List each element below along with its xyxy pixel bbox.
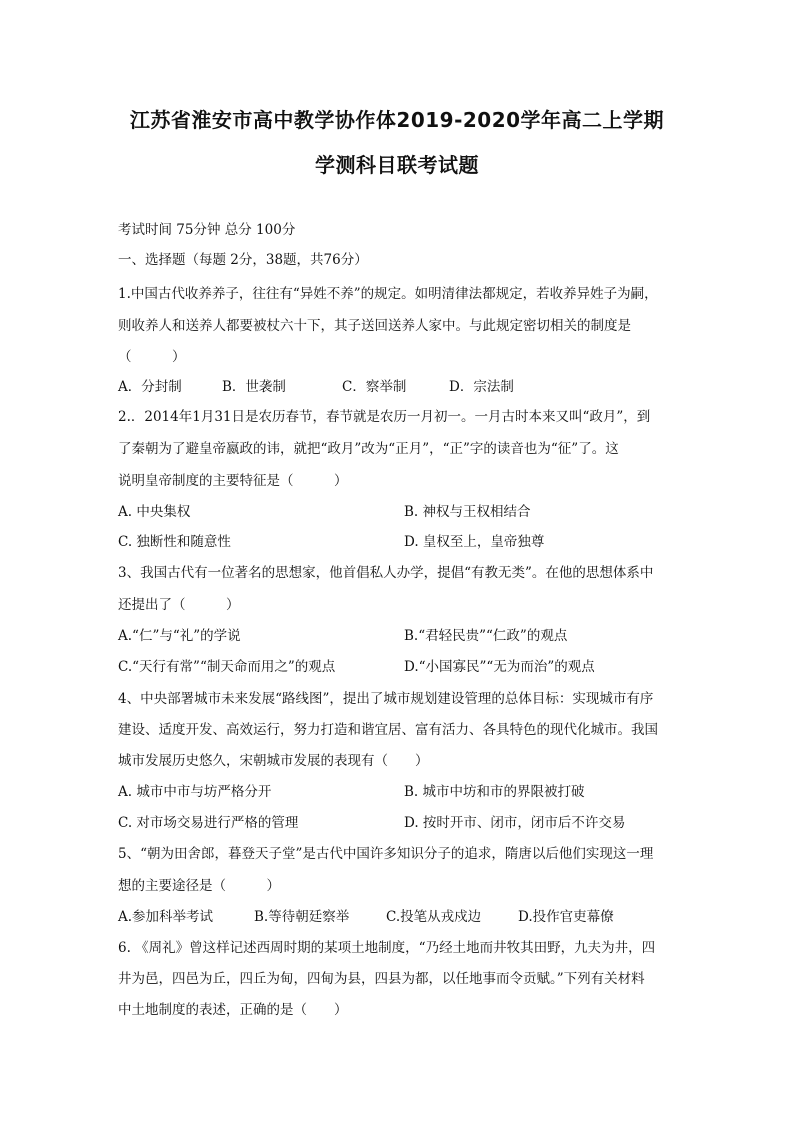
question-2-option-d: D. 皇权至上，皇帝独尊 xyxy=(404,534,545,550)
question-2-option-b: B. 神权与王权相结合 xyxy=(404,504,531,520)
question-3-option-c: C.“天行有常”“制天命而用之”的观点 xyxy=(118,659,336,675)
question-1-line-2: 则收养人和送养人都要被杖六十下，其子送回送养人家中。与此规定密切相关的制度是 xyxy=(118,318,631,334)
section-heading: 一、选择题（每题 2分，38题，共76分） xyxy=(118,252,368,268)
question-5-line-1: 5、“朝为田舍郎，暮登天子堂”是古代中国许多知识分子的追求，隋唐以后他们实现这一理 xyxy=(118,846,654,862)
question-4-line-2: 建设、适度开发、高效运行，努力打造和谐宜居、富有活力、各具特色的现代化城市。我国 xyxy=(118,722,658,738)
question-4-line-1: 4、中央部署城市未来发展“路线图”，提出了城市规划建设管理的总体目标：实现城市有序 xyxy=(118,691,654,707)
question-4-option-b: B. 城市中坊和市的界限被打破 xyxy=(404,784,585,800)
question-1-option-d: D．宗法制 xyxy=(449,379,514,395)
question-6-line-1: 6. 《周礼》曾这样记述西周时期的某项土地制度，“乃经土地而井牧其田野，九夫为井，四 xyxy=(118,940,656,956)
question-2-option-a: A. 中央集权 xyxy=(118,504,191,520)
question-1-option-b: B．世袭制 xyxy=(222,379,286,395)
question-1-option-a: A．分封制 xyxy=(118,379,182,395)
question-6-line-3: 中土地制度的表述，正确的是（ ） xyxy=(118,1002,348,1018)
question-3-option-d: D.“小国寡民”“无为而治”的观点 xyxy=(404,659,595,675)
exam-title-line-1: 江苏省淮安市高中教学协作体2019-2020学年高二上学期 xyxy=(129,108,665,132)
question-5-option-d: D.投作官吏幕僚 xyxy=(518,909,614,925)
question-3-line-2: 还提出了（ ） xyxy=(118,597,240,613)
question-5-line-2: 想的主要途径是（ ） xyxy=(118,878,280,894)
question-4-option-c: C. 对市场交易进行严格的管理 xyxy=(118,815,299,831)
exam-title-line-2: 学测科目联考试题 xyxy=(315,153,479,177)
question-3-line-1: 3、我国古代有一位著名的思想家，他首倡私人办学，提倡“有教无类”。在他的思想体系中 xyxy=(118,565,654,581)
question-1-line-3: （ ） xyxy=(118,349,186,365)
question-2-line-1: 2.．2014年1月31日是农历春节，春节就是农历一月初一。一月古时本来又叫“政月”，到 xyxy=(118,409,651,425)
question-2-line-3: 说明皇帝制度的主要特征是（ ） xyxy=(118,473,348,489)
question-1-option-c: C．察举制 xyxy=(342,379,407,395)
question-2-line-2: 了秦朝为了避皇帝嬴政的讳，就把“政月”改为“正月”，“正”字的读音也为“征”了。这 xyxy=(118,441,619,457)
exam-meta: 考试时间 75分钟 总分 100分 xyxy=(118,222,296,238)
question-5-option-b: B.等待朝廷察举 xyxy=(254,909,350,925)
question-5-option-c: C.投笔从戎戍边 xyxy=(386,909,482,925)
question-2-option-c: C. 独断性和随意性 xyxy=(118,534,231,550)
question-4-option-d: D. 按时开市、闭市，闭市后不许交易 xyxy=(404,815,626,831)
question-5-option-a: A.参加科举考试 xyxy=(118,909,214,925)
question-4-line-3: 城市发展历史悠久，宋朝城市发展的表现有（ ） xyxy=(118,753,429,769)
question-1-line-1: 1.中国古代收养养子，往往有“异姓不养”的规定。如明清律法都规定，若收养异姓子为嗣， xyxy=(118,286,658,302)
question-3-option-b: B.“君轻民贵”“仁政”的观点 xyxy=(404,628,568,644)
question-4-option-a: A. 城市中市与坊严格分开 xyxy=(118,784,272,800)
question-6-line-2: 井为邑，四邑为丘，四丘为甸，四甸为县，四县为都，以任地事而令贡赋。”下列有关材料 xyxy=(118,971,645,987)
question-3-option-a: A.“仁”与“礼”的学说 xyxy=(118,628,241,644)
